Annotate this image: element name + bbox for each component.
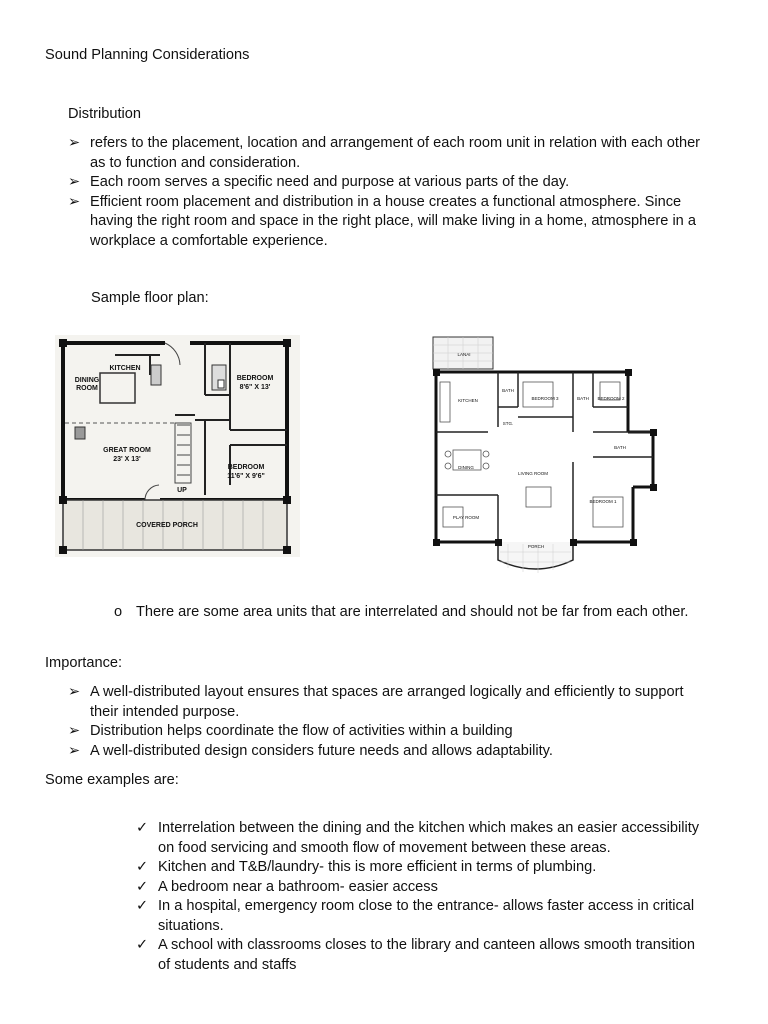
plan1-kitchen-label: KITCHEN	[109, 365, 141, 372]
plan2-bath3-label: BATH	[614, 445, 626, 450]
plan1-porch-label: COVERED PORCH	[136, 522, 198, 529]
list-item-line: Each room serves a specific need and purpose at various parts of the day.	[90, 174, 570, 190]
plan2-dining-label: DINING	[458, 465, 474, 470]
plan2-bath1-label: BATH	[502, 388, 514, 393]
plan2-lanai-label: LANAI	[457, 352, 471, 357]
floor-plan-image-1	[55, 335, 300, 557]
plan2-playroom-label: PLAY ROOM	[452, 515, 480, 520]
list-item	[68, 134, 700, 173]
checkmark-icon: ✓	[136, 937, 149, 953]
document-title: Sound Planning Considerations	[45, 47, 250, 63]
checkmark-icon: ✓	[136, 898, 149, 914]
plan1-great-room-size: 23' X 13'	[113, 456, 141, 463]
plan1-bedroom2-label: BEDROOM	[227, 464, 265, 471]
list-item-line: Kitchen and T&B/laundry- this is more efficient in terms of plumbing.	[158, 859, 597, 875]
list-item	[68, 742, 553, 762]
list-item	[136, 858, 596, 878]
arrow-bullet-icon: ➢	[68, 135, 81, 151]
plan2-living-label: LIVING ROOM	[517, 471, 549, 476]
plan1-dining-label-2: ROOM	[76, 385, 98, 392]
plan2-bedroom3-label: BEDROOM 3	[531, 396, 559, 401]
list-item-line: situations.	[158, 917, 224, 934]
plan1-bedroom1-size: 8'6" X 13'	[239, 384, 271, 391]
examples-heading: Some examples are:	[45, 772, 179, 788]
list-item-line: In a hospital, emergency room close to the entrance- allows faster access in critical	[158, 898, 695, 914]
list-item-line: A well-distributed design considers future needs and allows adaptability.	[90, 742, 553, 759]
list-item-line: Efficient room placement and distribution in a house creates a functional atmosphere. Since	[90, 193, 682, 210]
plan1-up-label: UP	[177, 487, 187, 494]
list-item-line: having the right room and space in the right place, will make living in a home, atmosphere in a	[90, 213, 696, 229]
checkmark-icon: ✓	[136, 859, 149, 875]
plan2-stg-label: STG.	[502, 421, 514, 426]
list-item-line: their intended purpose.	[90, 703, 240, 720]
list-item-line: A school with classrooms closes to the library and canteen allows smooth transition	[158, 937, 695, 953]
arrow-bullet-icon: ➢	[68, 684, 81, 700]
sub-bullet-marker: o	[114, 604, 123, 620]
plan1-bedroom1-label: BEDROOM	[236, 375, 274, 382]
sub-bullet-text: There are some area units that are interrelated and should not be far from each other.	[136, 604, 689, 620]
plan1-bedroom2-size: 11'6" X 9'6"	[227, 473, 265, 480]
list-item	[136, 897, 694, 936]
list-item-line: of students and staffs	[158, 956, 297, 973]
list-item	[136, 819, 699, 858]
arrow-bullet-icon: ➢	[68, 723, 81, 739]
plan1-great-room-label: GREAT ROOM	[103, 447, 151, 454]
list-item	[68, 722, 513, 742]
list-item	[136, 878, 438, 898]
plan2-kitchen-label: KITCHEN	[458, 398, 478, 403]
list-item-line: A well-distributed layout ensures that spaces are arranged logically and efficiently to support	[90, 684, 684, 700]
list-item-line: workplace a comfortable experience.	[90, 232, 328, 249]
list-item	[68, 193, 696, 252]
importance-heading: Importance:	[45, 655, 123, 671]
plan2-bedroom2-label: BEDROOM 2	[597, 396, 625, 401]
list-item-line: as to function and consideration.	[90, 154, 301, 171]
list-item-line: on food servicing and smooth flow of movement between these areas.	[158, 839, 611, 856]
section-heading-distribution: Distribution	[68, 106, 141, 122]
floor-plan-image-2	[428, 332, 664, 578]
list-item	[68, 683, 684, 722]
checkmark-icon: ✓	[136, 820, 149, 836]
arrow-bullet-icon: ➢	[68, 742, 81, 759]
list-item	[136, 936, 695, 975]
checkmark-icon: ✓	[136, 878, 149, 895]
list-item-line: Interrelation between the dining and the kitchen which makes an easier accessibility	[158, 820, 700, 836]
plan2-bath2-label: BATH	[577, 396, 589, 401]
plan2-porch-label: PORCH	[527, 544, 545, 549]
arrow-bullet-icon: ➢	[68, 193, 81, 210]
list-item-line: Distribution helps coordinate the flow of activities within a building	[90, 723, 513, 739]
list-item	[68, 173, 569, 193]
sample-floor-plan-label: Sample floor plan:	[91, 290, 209, 306]
plan2-bedroom1-label: BEDROOM 1	[589, 499, 617, 504]
plan1-dining-label-1: DINING	[74, 377, 100, 384]
list-item-line: A bedroom near a bathroom- easier access	[158, 878, 438, 895]
list-item-line: refers to the placement, location and arrangement of each room unit in relation with each other	[90, 135, 701, 151]
arrow-bullet-icon: ➢	[68, 174, 81, 190]
